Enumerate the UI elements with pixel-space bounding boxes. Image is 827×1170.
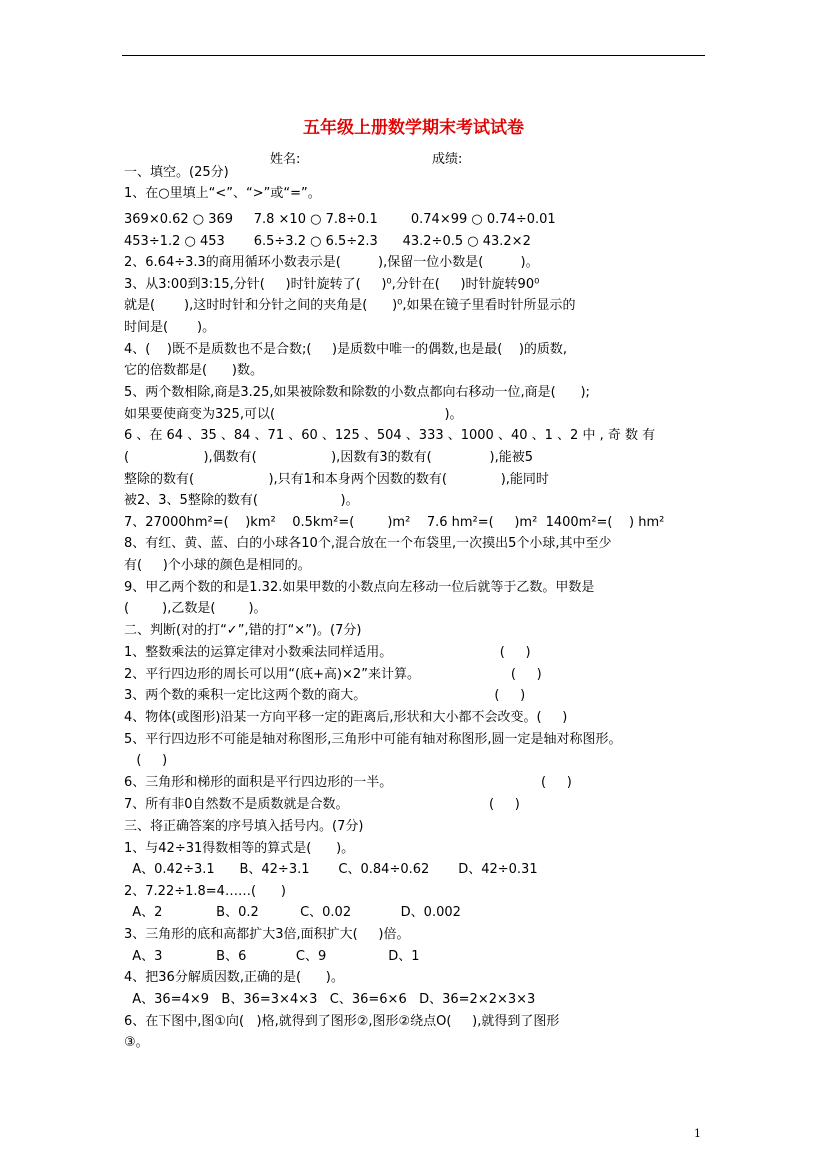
exam-line: 4、( )既不是质数也不是合数;( )是质数中唯一的偶数,也是最( )的质数, [124, 342, 568, 357]
exam-line: 2、7.22÷1.8=4……( ) [124, 884, 286, 899]
exam-line: ( ),乙数是( )。 [124, 601, 267, 616]
exam-line: 5、两个数相除,商是3.25,如果被除数和除数的小数点都向右移动一位,商是( ); [124, 385, 590, 400]
exam-line: A、3 B、6 C、9 D、1 [124, 949, 420, 964]
exam-line: 7、所有非0自然数不是质数就是合数。 ( ) [124, 797, 520, 812]
exam-line: 有( )个小球的颜色是相同的。 [124, 558, 311, 573]
exam-line: 6、三角形和梯形的面积是平行四边形的一半。 ( ) [124, 775, 572, 790]
score-label: 成绩: [432, 152, 463, 167]
exam-line: 5、平行四边形不可能是轴对称图形,三角形中可能有轴对称图形,圆一定是轴对称图形。 [124, 732, 622, 747]
exam-line: 369×0.62 ○ 369 7.8 ×10 ○ 7.8÷0.1 0.74×99 ○ 0.74÷0.01 [124, 212, 556, 227]
exam-line: 7、27000hm²=( )km² 0.5km²=( )m² 7.6 hm²=( )m² 1400m²=( ) hm² [124, 515, 665, 530]
header-rule [122, 55, 705, 56]
exam-line: ③。 [124, 1035, 149, 1050]
exam-line: ( ) [124, 753, 168, 768]
exam-line: 4、物体(或图形)沿某一方向平移一定的距离后,形状和大小都不会改变。( ) [124, 710, 568, 725]
page-number: 1 [694, 1127, 701, 1140]
exam-line: 4、把36分解质因数,正确的是( )。 [124, 970, 344, 985]
exam-line: 1、与42÷31得数相等的算式是( )。 [124, 841, 355, 856]
exam-line: 二、判断(对的打“✓”,错的打“×”)。(7分) [124, 623, 362, 638]
exam-line: A、2 B、0.2 C、0.02 D、0.002 [124, 905, 461, 920]
page-title: 五年级上册数学期末考试试卷 [303, 118, 524, 138]
exam-line: 1、整数乘法的运算定律对小数乘法同样适用。 ( ) [124, 645, 531, 660]
exam-line: 2、平行四边形的周长可以用“(底+高)×2”来计算。 ( ) [124, 667, 542, 682]
exam-line: 3、三角形的底和高都扩大3倍,面积扩大( )倍。 [124, 927, 410, 942]
exam-line: 就是( ),这时时针和分针之间的夹角是( )⁰,如果在镜子里看时针所显示的 [124, 298, 576, 313]
exam-line: 9、甲乙两个数的和是1.32.如果甲数的小数点向左移动一位后就等于乙数。甲数是 [124, 580, 595, 595]
exam-line: 它的倍数都是( )数。 [124, 363, 263, 378]
exam-line: 2、6.64÷3.3的商用循环小数表示是( ),保留一位小数是( )。 [124, 255, 539, 270]
exam-line: 6、在下图中,图①向( )格,就得到了图形②,图形②绕点O( ),就得到了图形 [124, 1014, 560, 1029]
exam-line: A、36=4×9 B、36=3×4×3 C、36=6×6 D、36=2×2×3×3 [124, 992, 536, 1007]
exam-line: 整除的数有( ),只有1和本身两个因数的数有( ),能同时 [124, 472, 549, 487]
exam-line: A、0.42÷3.1 B、42÷3.1 C、0.84÷0.62 D、42÷0.31 [124, 862, 538, 877]
exam-line: ( ),偶数有( ),因数有3的数有( ),能被5 [124, 450, 533, 465]
name-label: 姓名: [270, 152, 301, 167]
exam-line: 时间是( )。 [124, 320, 216, 335]
exam-line: 三、将正确答案的序号填入括号内。(7分) [124, 819, 364, 834]
exam-line: 6 、在 64 、35 、84 、71 、60 、125 、504 、333 、1000 、40 、1 、2 中 , 奇 数 有 [124, 428, 656, 443]
exam-line: 1、在○里填上“<”、“>”或“=”。 [124, 186, 321, 201]
exam-line: 一、填空。(25分) [124, 165, 229, 180]
exam-line: 3、从3:00到3:15,分针( )时针旋转了( )⁰,分针在( )时针旋转90⁰ [124, 277, 540, 292]
exam-line: 453÷1.2 ○ 453 6.5÷3.2 ○ 6.5÷2.3 43.2÷0.5 ○ 43.2×2 [124, 234, 531, 249]
exam-line: 8、有红、黄、蓝、白的小球各10个,混合放在一个布袋里,一次摸出5个小球,其中至少 [124, 536, 612, 551]
exam-line: 3、两个数的乘积一定比这两个数的商大。 ( ) [124, 688, 526, 703]
exam-line: 被2、3、5整除的数有( )。 [124, 493, 359, 508]
exam-line: 如果要使商变为325,可以( )。 [124, 407, 463, 422]
